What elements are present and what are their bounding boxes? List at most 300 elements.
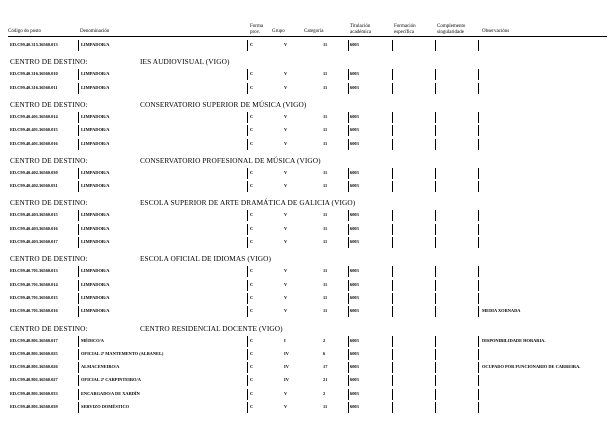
post-categoria: 11	[323, 212, 328, 218]
table-row	[0, 112, 615, 123]
post-categoria: 11	[323, 140, 328, 146]
post-code: ED.C99.40.401.36560.014	[10, 113, 58, 119]
post-code: ED.C99.40.701.36560.014	[10, 281, 58, 287]
column-rule	[348, 210, 349, 221]
column-rule	[78, 336, 79, 347]
table-row	[0, 389, 615, 400]
post-grupo: V	[284, 84, 288, 90]
column-rule	[478, 69, 479, 80]
column-rule	[478, 40, 479, 51]
post-categoria: 11	[323, 84, 328, 90]
column-rule	[348, 389, 349, 400]
post-forma-prov: C	[250, 127, 254, 133]
table-row	[0, 40, 615, 51]
center-label: CENTRO DE DESTINO:	[10, 323, 88, 333]
column-rule	[435, 280, 436, 291]
column-rule	[478, 224, 479, 235]
post-categoria: 21	[323, 377, 328, 383]
post-denomination: LIMPADOR/A	[81, 127, 110, 133]
table-row	[0, 306, 615, 317]
column-rule	[435, 389, 436, 400]
post-titulacion: 6003	[350, 281, 359, 287]
post-code: ED.C99.40.402.36560.030	[10, 169, 58, 175]
column-rule	[247, 237, 248, 248]
column-rule	[348, 402, 349, 413]
post-categoria: 2	[323, 337, 326, 343]
post-denomination: OFICIAL 2ª MANTEMENTO (ALBANEL)	[81, 350, 164, 356]
post-denomination: LIMPADOR/A	[81, 183, 110, 189]
column-rule	[247, 224, 248, 235]
post-grupo: V	[284, 113, 288, 119]
post-code: ED.C99.40.801.36560.026	[10, 364, 58, 370]
column-rule	[435, 69, 436, 80]
post-code: ED.C99.40.403.36560.016	[10, 225, 58, 231]
post-categoria: 11	[323, 281, 328, 287]
column-rule	[348, 375, 349, 386]
column-rule	[478, 402, 479, 413]
column-rule	[247, 349, 248, 360]
column-rule	[348, 293, 349, 304]
post-denomination: LIMPADOR/A	[81, 212, 110, 218]
post-code: ED.C99.40.801.36560.033	[10, 390, 58, 396]
post-titulacion: 6003	[350, 390, 359, 396]
column-rule	[435, 266, 436, 277]
header-titulacion: Titulación académica	[350, 24, 372, 35]
post-grupo: IV	[284, 377, 289, 383]
column-rule	[478, 362, 479, 373]
post-forma-prov: C	[250, 212, 254, 218]
column-rule	[392, 139, 393, 150]
post-observacions: DISPONIBILIDADE HORARIA.	[482, 337, 546, 343]
center-name: ESCOLA SUPERIOR DE ARTE DRAMÁTICA DE GALICIA (VIGO)	[140, 198, 356, 208]
column-rule	[435, 83, 436, 94]
post-titulacion: 6003	[350, 268, 359, 274]
post-code: ED.C99.40.801.36560.039	[10, 404, 58, 409]
center-label: CENTRO DE DESTINO:	[10, 57, 88, 67]
column-rule	[392, 237, 393, 248]
column-rule	[348, 139, 349, 150]
column-rule	[392, 40, 393, 51]
post-grupo: V	[284, 268, 288, 274]
center-label: CENTRO DE DESTINO:	[10, 254, 88, 264]
column-rule	[348, 362, 349, 373]
column-rule	[348, 181, 349, 192]
table-row	[0, 83, 615, 94]
column-rule	[78, 306, 79, 317]
post-denomination: SERVIZO DOMÉSTICO	[81, 404, 130, 409]
column-rule	[348, 112, 349, 123]
column-rule	[392, 125, 393, 136]
column-rule	[247, 402, 248, 413]
post-titulacion: 6003	[350, 212, 359, 218]
column-rule	[392, 83, 393, 94]
column-rule	[78, 69, 79, 80]
column-rule	[478, 181, 479, 192]
column-rule	[392, 389, 393, 400]
table-row	[0, 125, 615, 136]
post-categoria: 11	[323, 294, 328, 300]
column-rule	[435, 375, 436, 386]
post-denomination: LIMPADOR/A	[81, 294, 110, 300]
column-rule	[392, 112, 393, 123]
post-grupo: IV	[284, 364, 289, 370]
post-forma-prov: C	[250, 113, 254, 119]
center-name: CONSERVATORIO PROFESIONAL DE MÚSICA (VIGO)	[140, 155, 321, 165]
post-code: ED.C99.40.403.36560.015	[10, 212, 58, 218]
column-rule	[348, 83, 349, 94]
column-rule	[348, 168, 349, 179]
post-categoria: 11	[323, 268, 328, 274]
post-forma-prov: C	[250, 268, 254, 274]
post-code: ED.C99.40.801.36560.025	[10, 350, 58, 356]
column-rule	[78, 362, 79, 373]
post-denomination: LIMPADOR/A	[81, 239, 110, 244]
post-code: ED.C99.40.701.36560.015	[10, 294, 58, 300]
column-rule	[478, 83, 479, 94]
post-forma-prov: C	[250, 71, 254, 77]
post-categoria: 11	[323, 239, 328, 244]
column-rule	[78, 181, 79, 192]
post-code: ED.C99.40.801.36560.027	[10, 377, 58, 383]
column-rule	[392, 181, 393, 192]
post-categoria: 6	[323, 350, 326, 356]
column-rule	[435, 224, 436, 235]
post-titulacion: 6003	[350, 140, 359, 146]
column-rule	[478, 139, 479, 150]
post-code: ED.C99.40.316.36560.010	[10, 71, 58, 77]
post-categoria: 11	[323, 71, 328, 77]
table-row	[0, 293, 615, 304]
column-rule	[78, 266, 79, 277]
center-label: CENTRO DE DESTINO:	[10, 198, 88, 208]
post-denomination: LIMPADOR/A	[81, 140, 110, 146]
post-forma-prov: C	[250, 281, 254, 287]
post-grupo: V	[284, 225, 288, 231]
table-row	[0, 336, 615, 347]
post-categoria: 11	[323, 308, 328, 314]
center-name: CENTRO RESIDENCIAL DOCENTE (VIGO)	[140, 323, 283, 333]
post-forma-prov: C	[250, 239, 254, 244]
center-heading	[10, 100, 306, 109]
column-rule	[435, 139, 436, 150]
post-forma-prov: C	[250, 377, 254, 383]
post-denomination: LIMPADOR/A	[81, 169, 110, 175]
center-label: CENTRO DE DESTINO:	[10, 99, 88, 109]
column-rule	[478, 266, 479, 277]
column-rule	[78, 293, 79, 304]
column-rule	[392, 168, 393, 179]
column-rule	[78, 349, 79, 360]
post-titulacion: 6003	[350, 84, 359, 90]
column-rule	[247, 168, 248, 179]
post-forma-prov: C	[250, 390, 254, 396]
table-row	[0, 375, 615, 386]
column-rule	[247, 293, 248, 304]
post-categoria: 2	[323, 390, 326, 396]
column-rule	[435, 40, 436, 51]
column-rule	[478, 237, 479, 248]
post-forma-prov: C	[250, 183, 254, 189]
column-rule	[392, 280, 393, 291]
column-rule	[478, 210, 479, 221]
column-rule	[78, 83, 79, 94]
center-name: ESCOLA OFICIAL DE IDIOMAS (VIGO)	[140, 254, 272, 264]
column-rule	[478, 349, 479, 360]
post-forma-prov: C	[250, 337, 254, 343]
post-grupo: I	[284, 337, 286, 343]
table-row	[0, 349, 615, 360]
post-grupo: V	[284, 404, 288, 409]
post-code: ED.C99.40.401.36560.015	[10, 127, 58, 133]
post-categoria: 11	[323, 127, 328, 133]
table-row	[0, 266, 615, 277]
header-grupo: Grupo	[272, 29, 285, 34]
post-titulacion: 6003	[350, 169, 359, 175]
column-rule	[435, 336, 436, 347]
column-rule	[392, 402, 393, 413]
column-rule	[348, 237, 349, 248]
post-grupo: V	[284, 140, 288, 146]
column-rule	[78, 237, 79, 248]
table-row	[0, 210, 615, 221]
header-divider	[8, 36, 607, 37]
column-rule	[435, 181, 436, 192]
post-titulacion: 6003	[350, 71, 359, 77]
column-rule	[435, 402, 436, 413]
column-rule	[78, 224, 79, 235]
post-forma-prov: C	[250, 404, 254, 409]
column-rule	[478, 375, 479, 386]
column-rule	[348, 224, 349, 235]
header-complemento: Complemento singularidade	[437, 24, 466, 35]
post-categoria: 17	[323, 364, 328, 370]
column-rule	[435, 125, 436, 136]
post-denomination: ALMACENEIRO/A	[81, 364, 120, 370]
post-titulacion: 6003	[350, 308, 359, 314]
column-rule	[78, 210, 79, 221]
table-row	[0, 69, 615, 80]
table-row	[0, 402, 615, 413]
column-rule	[348, 306, 349, 317]
post-forma-prov: C	[250, 84, 254, 90]
column-rule	[247, 40, 248, 51]
post-code: ED.C99.40.315.36560.013	[10, 42, 58, 47]
column-rule	[435, 362, 436, 373]
post-denomination: LIMPADOR/A	[81, 308, 110, 314]
post-categoria: 11	[323, 42, 328, 47]
column-rule	[348, 69, 349, 80]
column-rule	[435, 237, 436, 248]
table-row	[0, 168, 615, 179]
column-rule	[247, 125, 248, 136]
post-titulacion: 6003	[350, 42, 359, 47]
center-heading	[10, 324, 283, 333]
column-rule	[247, 69, 248, 80]
post-categoria: 11	[323, 404, 328, 409]
post-denomination: LIMPADOR/A	[81, 71, 110, 77]
post-titulacion: 6003	[350, 364, 359, 370]
column-rule	[392, 210, 393, 221]
post-observacions: OCUPADO POR FUNCIONARIO DE CARREIRA.	[482, 364, 581, 370]
post-categoria: 11	[323, 169, 328, 175]
column-rule	[392, 69, 393, 80]
column-rule	[348, 280, 349, 291]
center-heading	[10, 156, 321, 165]
header-codigo: Código do posto	[8, 29, 42, 34]
column-rule	[247, 112, 248, 123]
column-rule	[392, 224, 393, 235]
post-titulacion: 6003	[350, 404, 359, 409]
column-rule	[78, 40, 79, 51]
post-denomination: LIMPADOR/A	[81, 268, 110, 274]
header-categoria: Categoría	[304, 29, 324, 34]
column-rule	[78, 125, 79, 136]
column-rule	[78, 112, 79, 123]
column-rule	[348, 266, 349, 277]
column-rule	[392, 336, 393, 347]
column-rule	[435, 168, 436, 179]
column-rule	[348, 40, 349, 51]
post-titulacion: 6003	[350, 294, 359, 300]
post-forma-prov: C	[250, 42, 254, 47]
column-rule	[392, 306, 393, 317]
post-code: ED.C99.40.801.36560.017	[10, 337, 58, 343]
post-observacions: MEDIA XORNADA	[482, 308, 521, 314]
post-titulacion: 6003	[350, 127, 359, 133]
post-denomination: LIMPADOR/A	[81, 84, 110, 90]
column-rule	[435, 293, 436, 304]
table-row	[0, 224, 615, 235]
table-row	[0, 362, 615, 373]
post-forma-prov: C	[250, 364, 254, 370]
column-rule	[348, 349, 349, 360]
post-denomination: MÉDICO/A	[81, 337, 104, 343]
column-rule	[392, 362, 393, 373]
post-grupo: V	[284, 183, 288, 189]
header-forma: Forma prov.	[250, 24, 264, 35]
post-forma-prov: C	[250, 294, 254, 300]
header-denominacion: Denominación	[80, 29, 110, 34]
table-row	[0, 237, 615, 248]
post-grupo: V	[284, 42, 288, 47]
column-rule	[478, 168, 479, 179]
post-grupo: V	[284, 212, 288, 218]
post-titulacion: 6003	[350, 113, 359, 119]
column-rule	[435, 306, 436, 317]
column-rule	[435, 210, 436, 221]
post-code: ED.C99.40.316.36560.011	[10, 84, 58, 90]
post-grupo: V	[284, 127, 288, 133]
post-forma-prov: C	[250, 140, 254, 146]
post-grupo: V	[284, 390, 288, 396]
table-row	[0, 181, 615, 192]
post-denomination: LIMPADOR/A	[81, 225, 110, 231]
post-titulacion: 6003	[350, 337, 359, 343]
post-denomination: LIMPADOR/A	[81, 113, 110, 119]
column-rule	[247, 280, 248, 291]
post-titulacion: 6003	[350, 239, 359, 244]
center-heading	[10, 57, 229, 66]
column-rule	[78, 389, 79, 400]
post-titulacion: 6003	[350, 183, 359, 189]
column-rule	[247, 266, 248, 277]
column-rule	[78, 402, 79, 413]
post-categoria: 11	[323, 183, 328, 189]
center-label: CENTRO DE DESTINO:	[10, 155, 88, 165]
post-grupo: V	[284, 71, 288, 77]
post-forma-prov: C	[250, 308, 254, 314]
post-grupo: V	[284, 308, 288, 314]
column-rule	[478, 125, 479, 136]
column-rule	[392, 349, 393, 360]
column-rule	[78, 375, 79, 386]
table-row	[0, 280, 615, 291]
column-rule	[478, 112, 479, 123]
column-rule	[247, 336, 248, 347]
post-forma-prov: C	[250, 225, 254, 231]
column-rule	[348, 125, 349, 136]
post-grupo: IV	[284, 350, 289, 356]
column-rule	[392, 266, 393, 277]
post-titulacion: 6003	[350, 225, 359, 231]
column-rule	[78, 280, 79, 291]
column-rule	[247, 389, 248, 400]
header-observacions: Observacións	[482, 29, 510, 34]
post-categoria: 11	[323, 113, 328, 119]
post-denomination: LIMPADOR/A	[81, 42, 110, 47]
header-formacion: Formación específica	[394, 24, 416, 35]
column-rule	[478, 280, 479, 291]
column-rule	[247, 210, 248, 221]
column-rule	[247, 362, 248, 373]
column-rule	[392, 293, 393, 304]
post-code: ED.C99.40.403.36560.017	[10, 239, 58, 244]
post-denomination: OFICIAL 2ª CARPINTEIRO/A	[81, 377, 141, 383]
column-rule	[247, 181, 248, 192]
column-rule	[247, 83, 248, 94]
post-code: ED.C99.40.402.36560.031	[10, 183, 58, 189]
column-rule	[247, 139, 248, 150]
post-titulacion: 6003	[350, 377, 359, 383]
column-rule	[247, 375, 248, 386]
post-titulacion: 6003	[350, 350, 359, 356]
column-rule	[348, 336, 349, 347]
post-grupo: V	[284, 169, 288, 175]
center-name: IES AUDIOVISUAL (VIGO)	[140, 57, 230, 67]
column-rule	[78, 168, 79, 179]
column-rule	[478, 389, 479, 400]
column-rule	[247, 306, 248, 317]
column-rule	[435, 349, 436, 360]
column-rule	[478, 306, 479, 317]
post-denomination: ENCARGADO/A DE XARDÍN	[81, 390, 140, 396]
center-name: CONSERVATORIO SUPERIOR DE MÚSICA (VIGO)	[140, 99, 307, 109]
column-rule	[478, 336, 479, 347]
post-categoria: 11	[323, 225, 328, 231]
table-row	[0, 139, 615, 150]
post-forma-prov: C	[250, 169, 254, 175]
post-grupo: V	[284, 281, 288, 287]
center-heading	[10, 198, 355, 207]
post-denomination: LIMPADOR/A	[81, 281, 110, 287]
column-rule	[78, 139, 79, 150]
center-heading	[10, 254, 271, 263]
column-rule	[478, 293, 479, 304]
post-code: ED.C99.40.701.36560.016	[10, 308, 58, 314]
post-code: ED.C99.40.701.36560.013	[10, 268, 58, 274]
post-forma-prov: C	[250, 350, 254, 356]
post-code: ED.C99.40.401.36560.016	[10, 140, 58, 146]
